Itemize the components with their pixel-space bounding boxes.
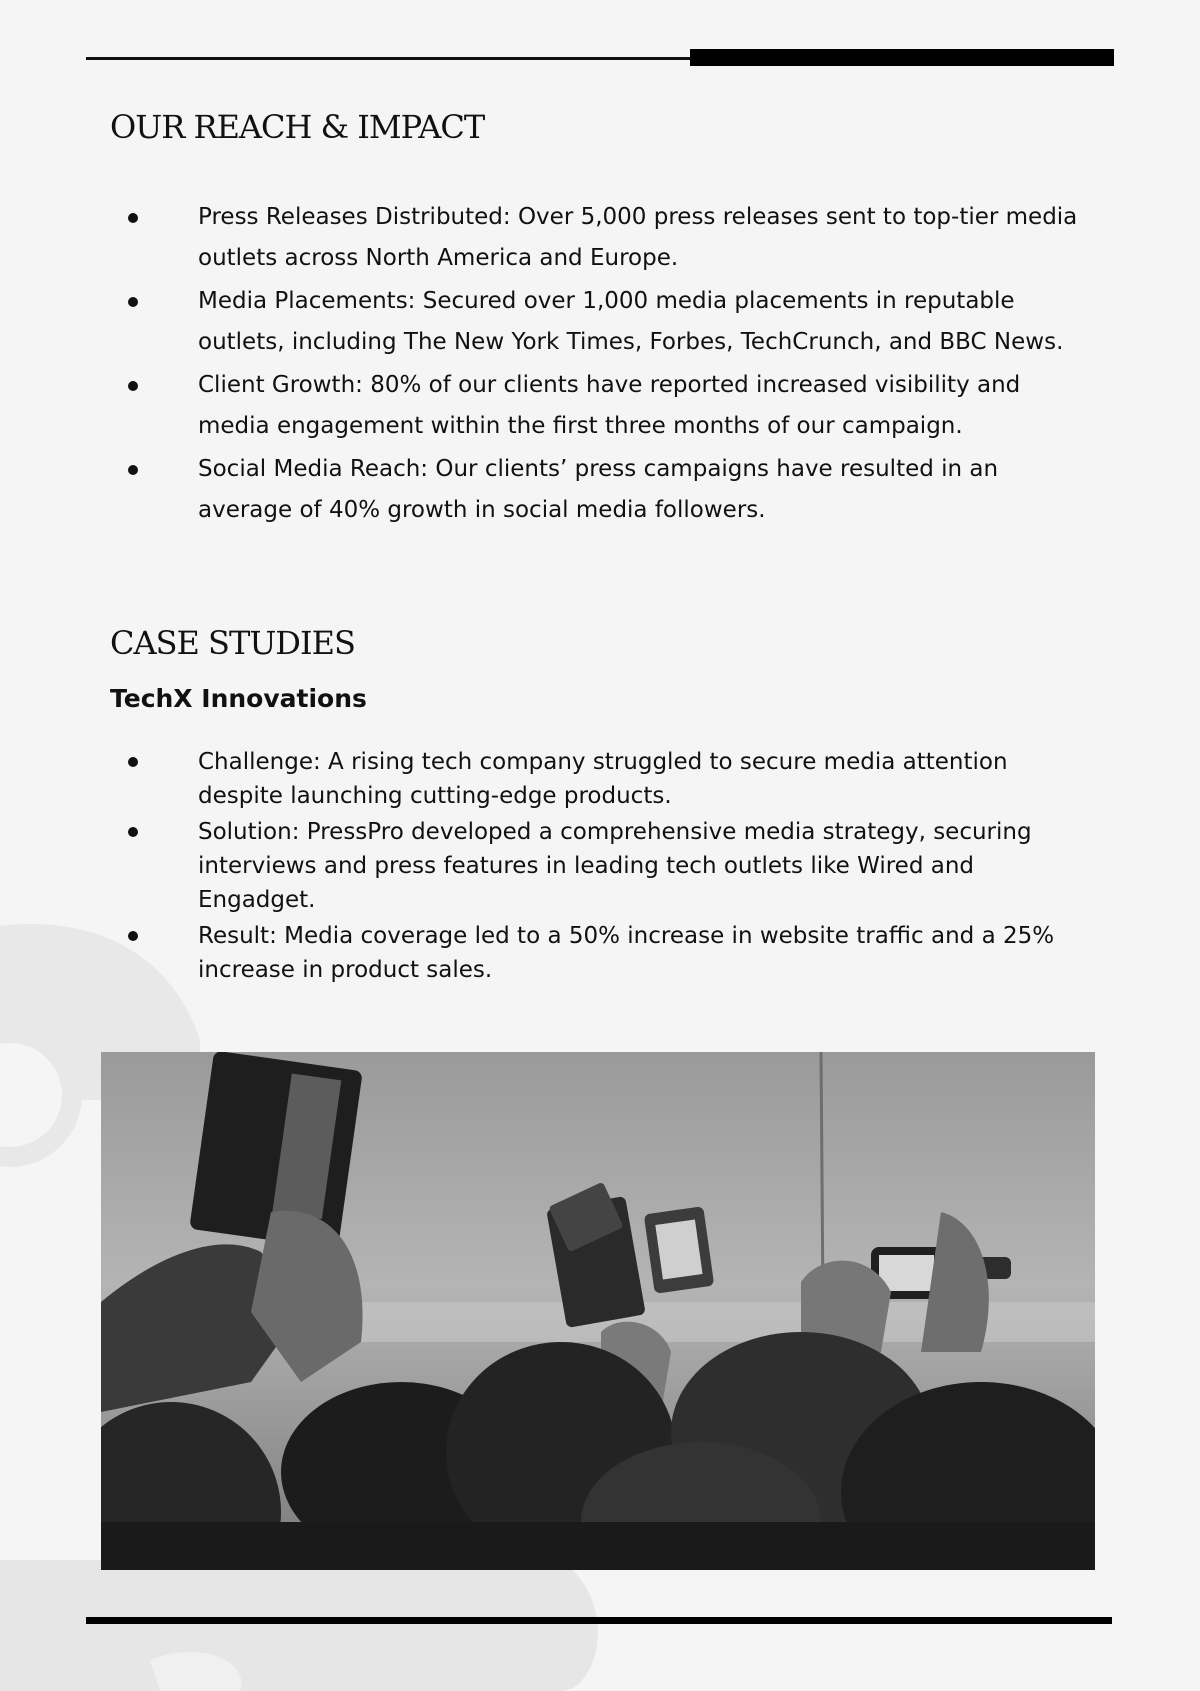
bottom-rule [86,1617,1112,1624]
list-item: Challenge: A rising tech company struggled to secure media attention despite launching cutting-edge products. [0,745,1098,813]
reach-section-title: OUR REACH & IMPACT [110,108,485,146]
top-rule-thick [690,49,1114,66]
list-item: Social Media Reach: Our clients’ press campaigns have resulted in an average of 40% growth in social media followers. [0,449,1098,531]
press-photo [101,1052,1095,1570]
list-item: Press Releases Distributed: Over 5,000 press releases sent to top-tier media outlets across North America and Europe. [0,197,1098,279]
case-study-subtitle: TechX Innovations [110,684,367,713]
list-item: Result: Media coverage led to a 50% increase in website traffic and a 25% increase in product sales. [0,919,1098,987]
reach-list [0,197,1098,533]
list-item: Solution: PressPro developed a comprehensive media strategy, securing interviews and press features in leading tech outlets like Wired and Engadget. [0,815,1098,917]
list-item: Client Growth: 80% of our clients have reported increased visibility and media engagement within the first three months of our campaign. [0,365,1098,447]
case-studies-title: CASE STUDIES [110,624,355,662]
case-study-list [0,745,1098,989]
list-item: Media Placements: Secured over 1,000 media placements in reputable outlets, including The New York Times, Forbes, TechCrunch, and BBC News. [0,281,1098,363]
top-rule-thin [86,57,690,60]
